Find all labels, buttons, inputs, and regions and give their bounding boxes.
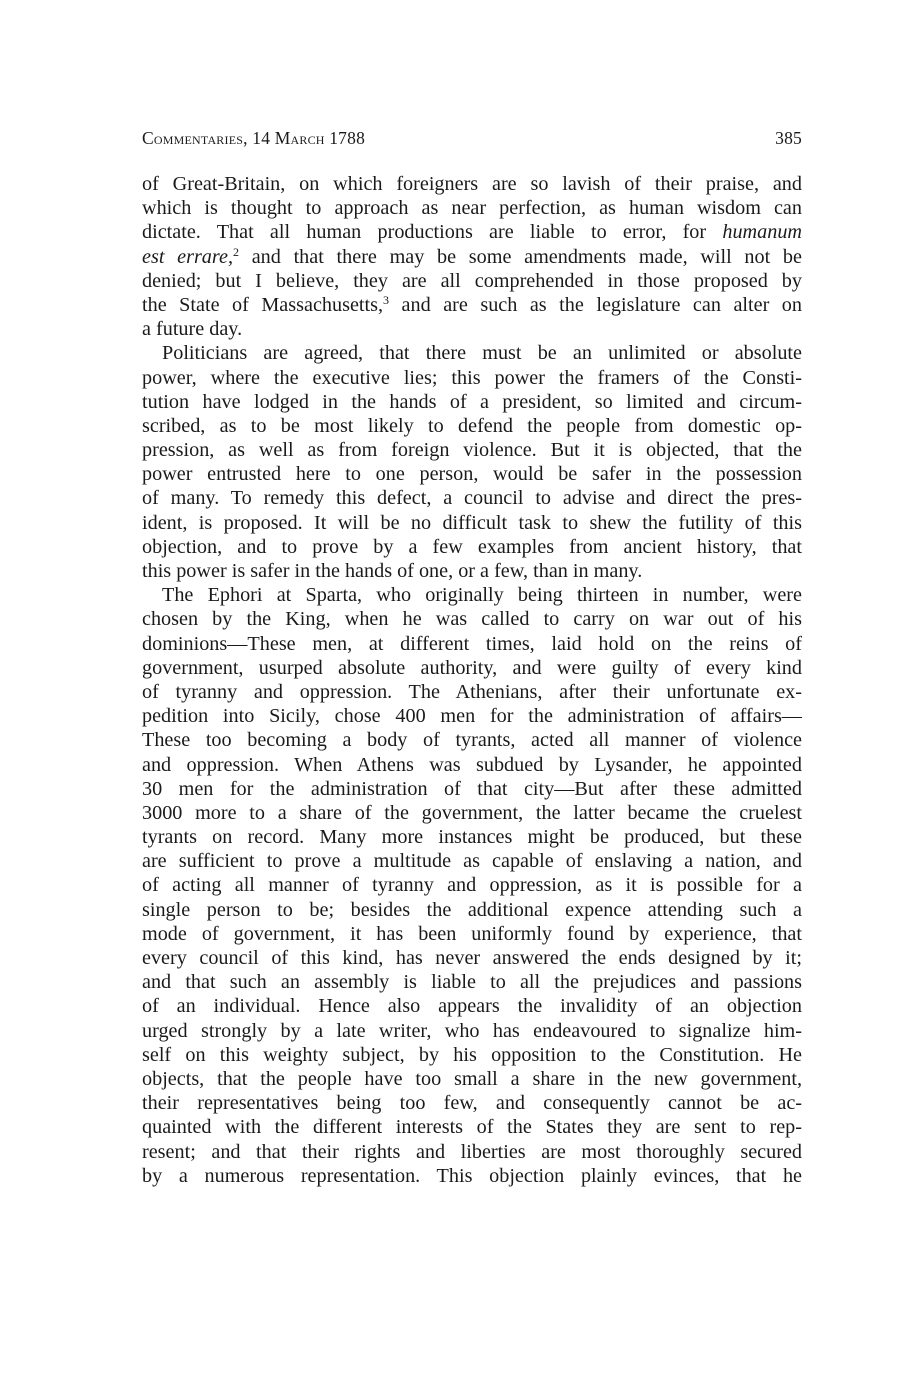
text-line: power, where the executive lies; this power the framers of the Consti- [142, 366, 802, 389]
text-line: of tyranny and oppression. The Athenians, after their unfortunate ex- [142, 680, 802, 703]
text-segment: dictate. That all human productions are liable to error, for [142, 221, 723, 244]
text-segment: the State of Massachusetts, [142, 293, 384, 316]
text-line: government, usurped absolute authority, and were guilty of every kind [142, 656, 802, 679]
text-line: objection, and to prove by a few examples from ancient history, that [142, 535, 802, 558]
text-line: urged strongly by a late writer, who has endeavoured to signalize him- [142, 1019, 802, 1042]
text-line: of many. To remedy this defect, a council to advise and direct the pres- [142, 487, 802, 510]
text-line: and oppression. When Athens was subdued by Lysander, he appointed [142, 753, 802, 776]
latin-phrase: humanum [722, 221, 802, 244]
text-line: which is thought to approach as near perfection, as human wisdom can [142, 197, 802, 220]
text-line: 3000 more to a share of the government, the latter became the cruelest [142, 801, 802, 824]
text-line: self on this weighty subject, by his opposition to the Constitution. He [142, 1043, 802, 1066]
text-line [142, 220, 802, 244]
text-line [142, 245, 802, 269]
text-line: and that such an assembly is liable to all the prejudices and passions [142, 971, 802, 994]
text-line: chosen by the King, when he was called to carry on war out of his [142, 608, 802, 631]
text-line: 30 men for the administration of that city—But after these admitted [142, 777, 802, 800]
text-line: of acting all manner of tyranny and oppression, as it is possible for a [142, 874, 802, 897]
text-line: their representatives being too few, and consequently cannot be ac- [142, 1092, 802, 1115]
text-line: mode of government, it has been uniformly found by experience, that [142, 922, 802, 945]
footnote-ref-2[interactable]: 2 [233, 244, 240, 259]
text-line: of Great-Britain, on which foreigners are so lavish of their praise, and [142, 173, 802, 195]
footnote-ref-3[interactable]: 3 [383, 292, 390, 307]
text-line: of an individual. Hence also appears the invalidity of an objection [142, 995, 802, 1018]
text-line: tution have lodged in the hands of a president, so limited and circum- [142, 390, 802, 413]
text-line: single person to be; besides the additional expence attending such a [142, 898, 802, 921]
text-segment: and that there may be some amendments made, will not be [239, 245, 802, 268]
paragraph-3 [142, 583, 802, 1188]
text-line: this power is safer in the hands of one, or a few, than in many. [142, 560, 643, 582]
running-head [142, 128, 802, 162]
text-line: resent; and that their rights and liberties are most thoroughly secured [142, 1140, 802, 1163]
text-line: ident, is proposed. It will be no difficult task to shew the futility of this [142, 511, 802, 534]
text-line: pedition into Sicily, chose 400 men for the administration of affairs— [142, 705, 802, 728]
text-line: quainted with the different interests of the States they are sent to rep- [142, 1116, 802, 1139]
page-number: 385 [775, 128, 802, 148]
body-text [142, 172, 802, 1188]
text-line: are sufficient to prove a multitude as capable of enslaving a nation, and [142, 850, 802, 873]
paragraph-2 [142, 341, 802, 583]
text-segment: and are such as the legislature can alter on [389, 293, 802, 316]
text-line: every council of this kind, has never answered the ends designed by it; [142, 947, 802, 969]
text-line: power entrusted here to one person, would be safer in the possession [142, 463, 802, 486]
text-line: denied; but I believe, they are all comprehended in those proposed by [142, 269, 802, 292]
text-line: tyrants on record. Many more instances might be produced, but these [142, 826, 802, 849]
text-line: scribed, as to be most likely to defend the people from domestic op- [142, 414, 802, 437]
text-line: Politicians are agreed, that there must be an unlimited or absolute [162, 342, 802, 365]
text-line: dominions—These men, at different times, laid hold on the reins of [142, 632, 802, 655]
text-line: The Ephori at Sparta, who originally being thirteen in number, were [162, 584, 802, 607]
text-line [142, 293, 802, 317]
text-line: a future day. [142, 318, 243, 341]
latin-phrase: est errare, [142, 245, 234, 268]
paragraph-1 [142, 172, 802, 341]
text-line: pression, as well as from foreign violence. But it is objected, that the [142, 439, 802, 462]
text-line: These too becoming a body of tyrants, acted all manner of violence [142, 729, 802, 752]
running-title: Commentaries, 14 March 1788 [142, 128, 366, 148]
text-line: objects, that the people have too small a share in the new government, [142, 1067, 802, 1090]
text-line: by a numerous representation. This objection plainly evinces, that he [142, 1164, 802, 1187]
document-page [142, 128, 802, 1188]
